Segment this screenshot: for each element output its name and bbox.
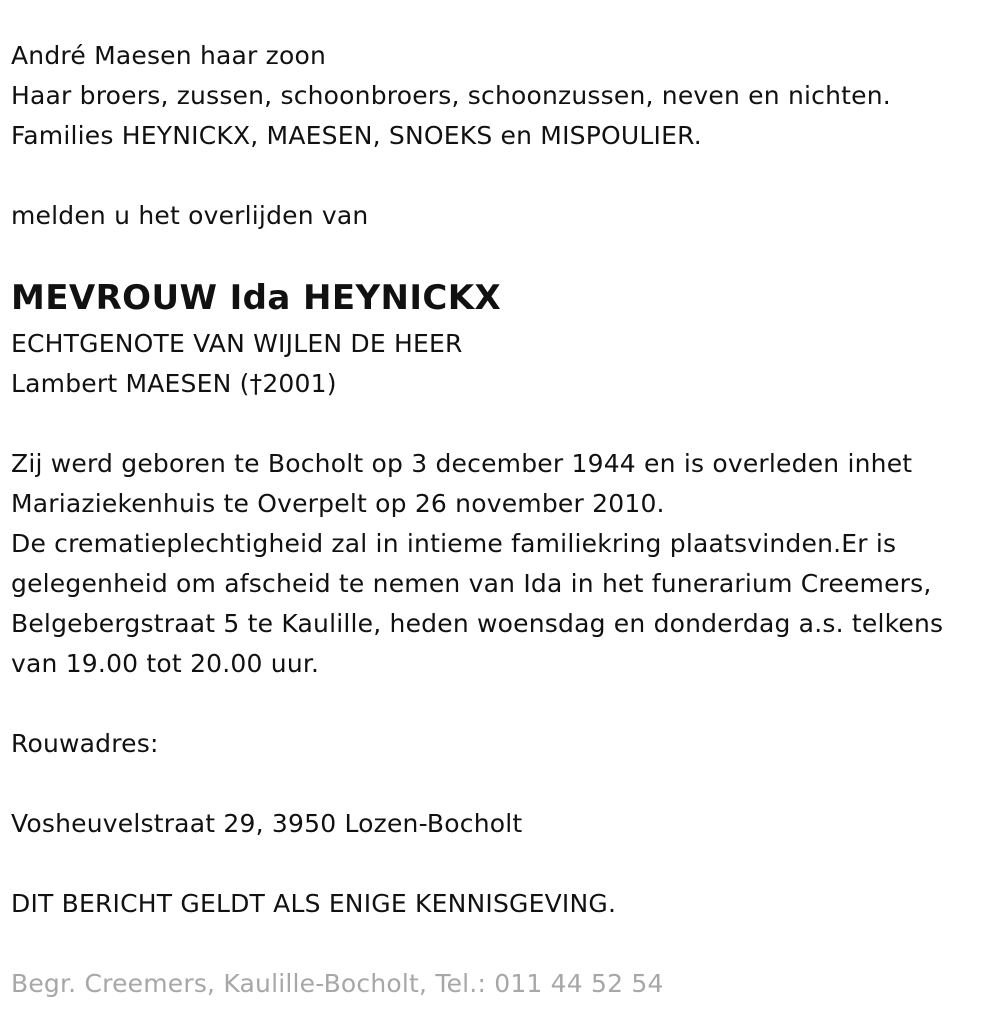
spacer [11,156,991,196]
spacer [11,764,991,804]
spacer [11,684,991,724]
spacer [11,404,991,444]
funeral-home-footer: Begr. Creemers, Kaulille-Bocholt, Tel.: 011 44 52 54 [11,969,664,998]
announcer-line: Families HEYNICKX, MAESEN, SNOEKS en MISPOULIER. [11,121,702,150]
details-line: gelegenheid om afscheid te nemen van Ida in het funerarium Creemers, [11,569,932,598]
deceased-name: MEVROUW Ida HEYNICKX [11,278,502,318]
spacer [11,844,991,884]
details-line: Mariaziekenhuis te Overpelt op 26 november 2010. [11,489,665,518]
announcers-block [11,36,991,156]
announcer-line: André Maesen haar zoon [11,41,327,70]
mourning-address: Vosheuvelstraat 29, 3950 Lozen-Bocholt [11,809,523,838]
intro-text: melden u het overlijden van [11,201,369,230]
spouse-name: Lambert MAESEN (†2001) [11,369,337,398]
spacer [11,924,991,964]
deceased-title: ECHTGENOTE VAN WIJLEN DE HEER [11,329,463,358]
details-line: Zij werd geboren te Bocholt op 3 december 1944 en is overleden inhet [11,449,913,478]
notice-text: DIT BERICHT GELDT ALS ENIGE KENNISGEVING. [11,889,617,918]
mourning-address-label: Rouwadres: [11,729,159,758]
deceased-block [11,276,991,404]
details-line: van 19.00 tot 20.00 uur. [11,649,320,678]
spacer [11,236,991,276]
details-line: De crematieplechtigheid zal in intieme familiekring plaatsvinden.Er is [11,529,897,558]
details-line: Belgebergstraat 5 te Kaulille, heden woensdag en donderdag a.s. telkens [11,609,944,638]
obituary-notice [11,36,991,1004]
details-paragraph [11,444,991,684]
announcer-line: Haar broers, zussen, schoonbroers, schoonzussen, neven en nichten. [11,81,891,110]
